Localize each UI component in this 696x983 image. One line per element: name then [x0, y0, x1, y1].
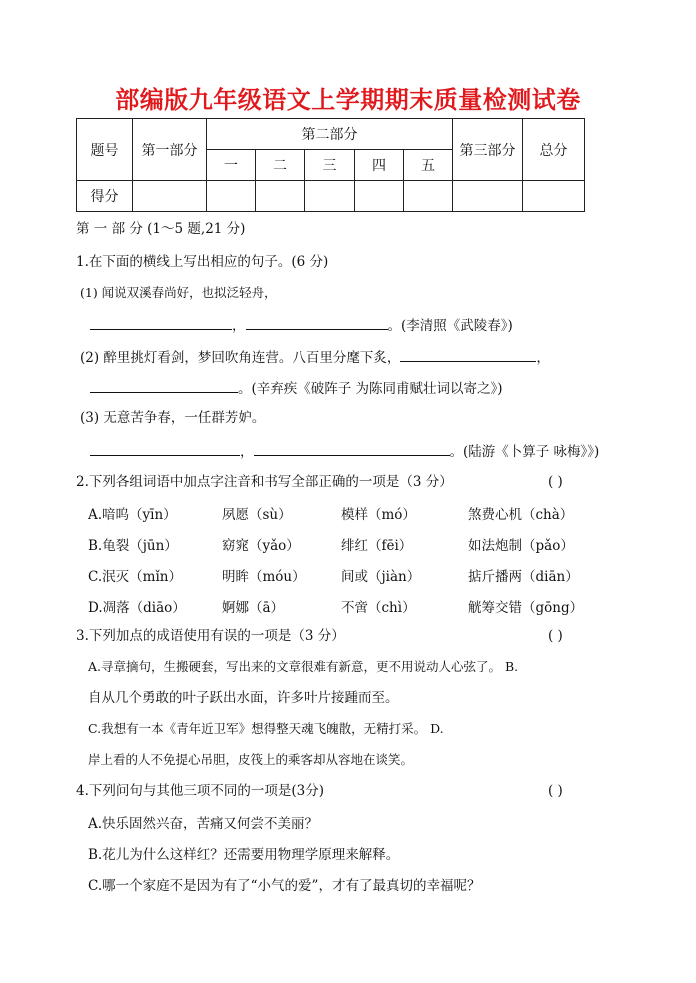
- score-cell[interactable]: [256, 181, 305, 212]
- q2-option: 掂斤播两（diān）: [468, 569, 579, 585]
- score-cell[interactable]: [355, 181, 404, 212]
- q4-stem: 4.下列问句与其他三项不同的一项是(3分): [76, 783, 325, 799]
- score-cell[interactable]: [453, 181, 523, 212]
- answer-blank[interactable]: [90, 441, 240, 456]
- q2-option: 煞费心机（chà）: [468, 507, 574, 523]
- answer-blank[interactable]: [254, 441, 450, 456]
- q1-s2: (2) 醉里挑灯看剑，梦回吹角连营。八百里分麾下炙，: [80, 350, 401, 366]
- header-sub-4: 四: [355, 150, 404, 181]
- q1-s1: (1) 闻说双溪春尚好，也拟泛轻舟，: [80, 285, 277, 300]
- answer-blank[interactable]: [90, 315, 232, 330]
- score-table: [76, 118, 585, 212]
- score-cell[interactable]: [404, 181, 453, 212]
- q2-option: 夙愿（sù）: [222, 507, 292, 523]
- q2-option: B.龟裂（jūn）: [88, 538, 178, 554]
- q1-stem: 1.在下面的横线上写出相应的句子。(6 分): [76, 254, 329, 270]
- answer-blank[interactable]: [90, 378, 238, 393]
- q3-stem: 3.下列加点的成语使用有误的一项是（3 分）: [76, 628, 345, 644]
- q2-option: 窈窕（yǎo）: [222, 538, 300, 554]
- score-cell[interactable]: [305, 181, 355, 212]
- comma: ，: [536, 350, 550, 366]
- q4-answer-paren[interactable]: ( ): [548, 783, 563, 799]
- q3-option-b: 自从几个勇敢的叶子跃出水面，许多叶片接踵而至。: [88, 690, 399, 706]
- q2-stem: 2.下列各组词语中加点字注音和书写全部正确的一项是（3 分）: [76, 474, 453, 490]
- header-part1: 第一部分: [133, 119, 207, 181]
- q2-option: 绯红（fēi）: [341, 538, 413, 554]
- header-sub-1: 一: [207, 150, 256, 181]
- q2-option: 明眸（móu）: [222, 569, 306, 585]
- q2-option: A.喑呜（yīn）: [88, 507, 177, 523]
- q3-option-c: C.我想有一本《青年近卫军》想得整天魂飞魄散，无精打采。 D.: [88, 721, 444, 736]
- score-cell[interactable]: [133, 181, 207, 212]
- q2-option: 模样（mó）: [341, 507, 416, 523]
- answer-blank[interactable]: [400, 347, 536, 362]
- q3-option-a: A.寻章摘句，生搬硬套，写出来的文章很难有新意，更不用说动人心弦了。 B.: [88, 659, 519, 674]
- header-defen: 得分: [77, 181, 133, 212]
- q1-s1-source: 。(李清照《武陵春》): [387, 318, 513, 334]
- q4-option-c: C.哪一个家庭不是因为有了“小气的爱”，才有了最真切的幸福呢？: [88, 878, 481, 894]
- q1-s3-source: 。(陆游《卜算子 咏梅》》): [449, 444, 600, 460]
- q2-option: 不啻（chì）: [341, 600, 416, 616]
- score-cell[interactable]: [523, 181, 585, 212]
- q1-s2-answer-line: [90, 378, 503, 398]
- section1-heading: 第 一 部 分 (1～5 题,21 分): [76, 221, 246, 237]
- q1-s3-answer-line: [90, 441, 599, 461]
- header-part3: 第三部分: [453, 119, 523, 181]
- exam-title: 部编版九年级语文上学期期末质量检测试卷: [115, 86, 581, 114]
- header-sub-2: 二: [256, 150, 305, 181]
- q3-answer-paren[interactable]: ( ): [548, 628, 563, 644]
- q2-answer-paren[interactable]: ( ): [548, 474, 563, 490]
- q1-s2-source: 。(辛弃疾《破阵子 为陈同甫赋壮词以寄之》): [238, 381, 503, 397]
- q2-option: 婀娜（ā）: [222, 600, 285, 616]
- header-part2: 第二部分: [207, 119, 453, 150]
- q2-option: C.泯灭（mǐn）: [88, 569, 182, 585]
- q4-option-a: A.快乐固然兴奋，苦痛又何尝不美丽？: [88, 816, 319, 832]
- q2-option: 间或（jiàn）: [341, 569, 421, 585]
- header-sub-5: 五: [404, 150, 453, 181]
- header-sub-3: 三: [305, 150, 355, 181]
- score-cell[interactable]: [207, 181, 256, 212]
- q1-s1-answer-line: [90, 315, 513, 335]
- q2-option: 觥筹交错（gōng）: [468, 600, 584, 616]
- q3-option-d: 岸上看的人不免提心吊胆，皮筏上的乘客却从容地在谈笑。: [88, 752, 414, 767]
- answer-blank[interactable]: [246, 315, 388, 330]
- q2-option: 如法炮制（pǎo）: [468, 538, 574, 554]
- q4-option-b: B.花儿为什么这样红？还需要用物理学原理来解释。: [88, 847, 400, 863]
- q1-s3: (3) 无意苦争春，一任群芳妒。: [80, 410, 266, 426]
- q2-option: D.凋落（diāo）: [88, 600, 186, 616]
- header-tihao: 题号: [77, 119, 133, 181]
- comma: ，: [232, 318, 246, 334]
- header-total: 总分: [523, 119, 585, 181]
- q1-s2-line: [80, 347, 550, 367]
- comma: ，: [240, 444, 254, 460]
